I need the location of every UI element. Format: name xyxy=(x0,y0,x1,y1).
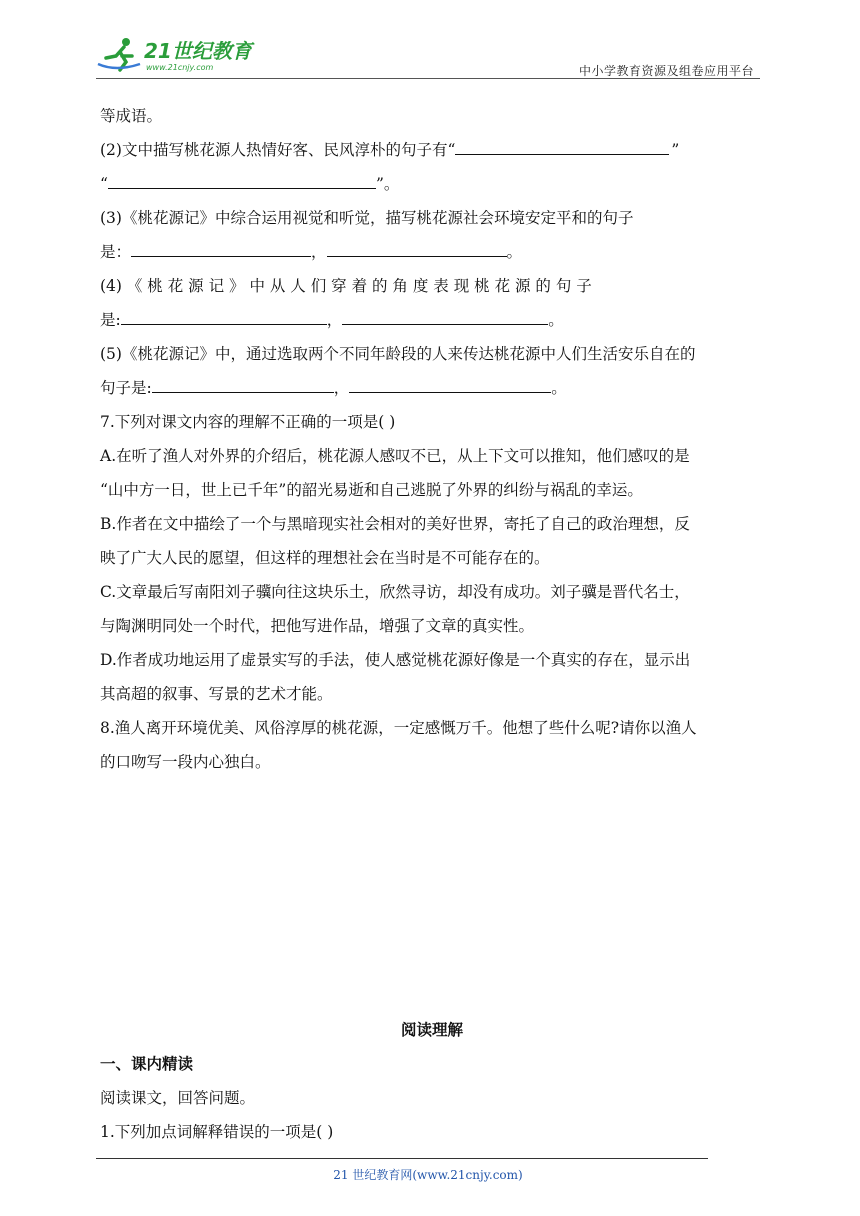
option-d-line-1: D.作者成功地运用了虚景实写的手法，使人感觉桃花源好像是一个真实的存在，显示出 xyxy=(100,651,691,669)
answer-blank[interactable] xyxy=(108,173,376,189)
question-5-line-1: (5)《桃花源记》中，通过选取两个不同年龄段的人来传达桃花源中人们生活安乐自在的 xyxy=(100,345,696,363)
running-figure-icon xyxy=(98,38,140,70)
footer-text: 21 世纪教育网(www.21cnjy.com) xyxy=(333,1168,523,1182)
option-a-line-1: A.在听了渔人对外界的介绍后，桃花源人感叹不已，从上下文可以推知，他们感叹的是 xyxy=(100,447,690,465)
question-2-line-2: “ ”。 xyxy=(100,175,400,193)
question-8-line-2: 的口吻写一段内心独白。 xyxy=(100,753,271,771)
option-b-line-2: 映了广大人民的愿望，但这样的理想社会在当时是不可能存在的。 xyxy=(100,549,550,567)
question-4-line-2: 是: ， 。 xyxy=(100,311,564,329)
header-divider xyxy=(96,78,760,79)
question-4-line-1: (4) 《 桃 花 源 记 》 中 从 人 们 穿 着 的 角 度 表 现 桃 花 源 的 句 子 xyxy=(100,277,592,295)
footer-divider xyxy=(96,1158,708,1159)
answer-blank[interactable] xyxy=(455,139,669,155)
answer-blank[interactable] xyxy=(327,241,507,257)
answer-blank[interactable] xyxy=(131,241,311,257)
svg-text:www.21cnjy.com: www.21cnjy.com xyxy=(146,63,214,72)
option-c-line-1: C.文章最后写南阳刘子骥向往这块乐土，欣然寻访，却没有成功。刘子骥是晋代名士， xyxy=(100,583,690,601)
option-b-line-1: B.作者在文中描绘了一个与黑暗现实社会相对的美好世界，寄托了自己的政治理想，反 xyxy=(100,515,690,533)
option-c-line-2: 与陶渊明同处一个时代，把他写进作品，增强了文章的真实性。 xyxy=(100,617,535,635)
answer-blank[interactable] xyxy=(121,309,327,325)
answer-blank[interactable] xyxy=(342,309,548,325)
section-title: 阅读理解 xyxy=(400,1021,463,1039)
question-2-line-1: (2)文中描写桃花源人热情好客、民风淳朴的句子有“ ” xyxy=(100,141,680,159)
question-1-stem: 1.下列加点词解释错误的一项是( ) xyxy=(100,1123,334,1141)
platform-name: 中小学教育资源及组卷应用平台 xyxy=(578,64,754,78)
text-line: 等成语。 xyxy=(100,107,163,125)
page-header xyxy=(96,28,760,78)
question-7-stem: 7.下列对课文内容的理解不正确的一项是( ) xyxy=(100,413,396,431)
question-5-line-2: 句子是: ， 。 xyxy=(100,379,567,397)
option-d-line-2: 其高超的叙事、写景的艺术才能。 xyxy=(100,685,333,703)
answer-blank[interactable] xyxy=(152,377,334,393)
question-8-line-1: 8.渔人离开环境优美、风俗淳厚的桃花源，一定感慨万千。他想了些什么呢?请你以渔人 xyxy=(100,719,697,737)
question-3-line-2: 是： ， 。 xyxy=(100,243,523,261)
logo-21cnjy xyxy=(96,34,266,74)
section-heading: 一、课内精读 xyxy=(100,1055,194,1073)
instruction-text: 阅读课文，回答问题。 xyxy=(100,1089,256,1107)
svg-text:21世纪教育: 21世纪教育 xyxy=(144,39,252,63)
question-3-line-1: (3)《桃花源记》中综合运用视觉和听觉，描写桃花源社会环境安定平和的句子 xyxy=(100,209,634,227)
option-a-line-2: “山中方一日，世上已千年”的韶光易逝和自己逃脱了外界的纠纷与祸乱的幸运。 xyxy=(100,481,643,499)
answer-blank[interactable] xyxy=(349,377,551,393)
